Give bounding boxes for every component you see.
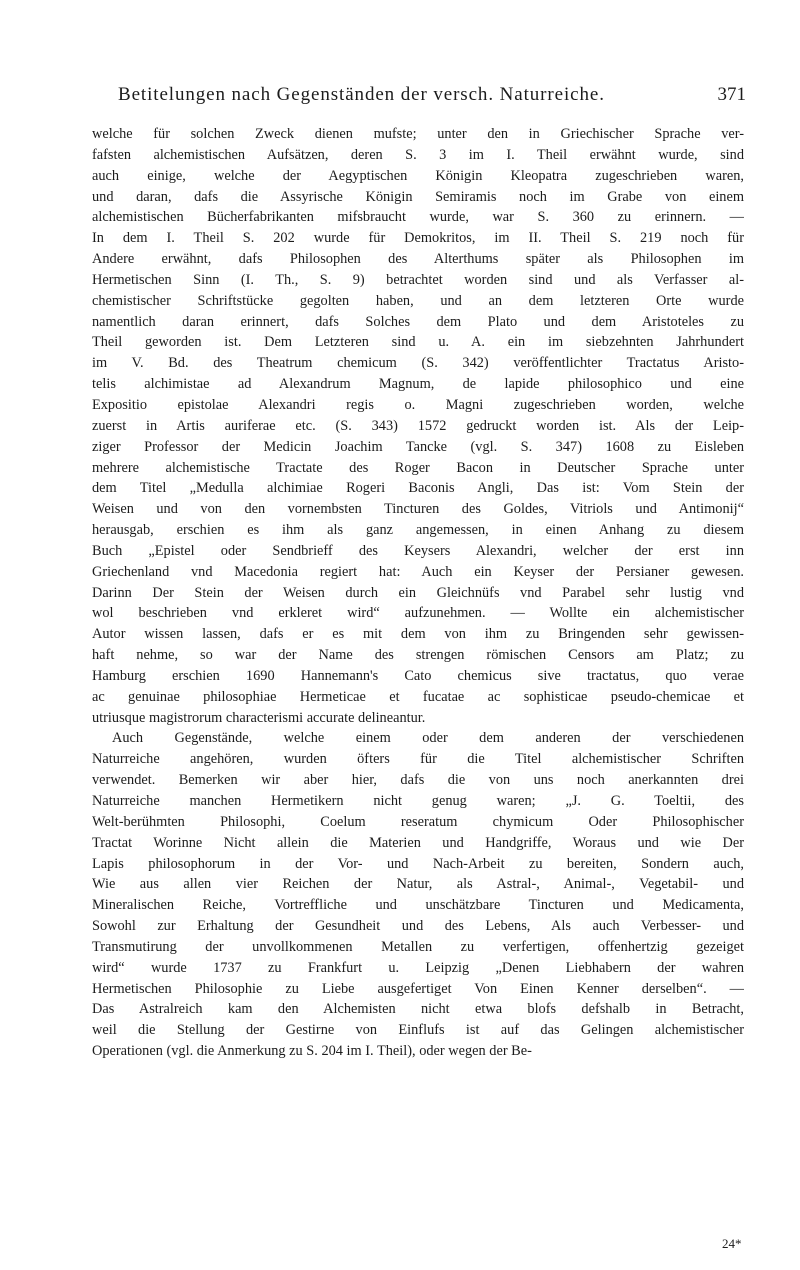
text-line: Darinn Der Stein der Weisen durch ein Gleichnüfs vnd Parabel sehr lustig vnd [92, 584, 744, 601]
text-line: Mineralischen Reiche, Vortreffliche und unschätzbare Tincturen und Medicamenta, [92, 897, 744, 914]
text-line: Andere erwähnt, dafs Philosophen des Alterthums später als Philosophen im [92, 251, 744, 268]
text-line: wol beschrieben vnd erkleret wird“ aufzunehmen. — Wollte ein alchemistischer [92, 605, 744, 622]
text-line: Sowohl zur Erhaltung der Gesundheit und des Lebens, Als auch Verbesser- und [92, 918, 744, 935]
body-text [92, 124, 744, 1062]
text-line: und daran, dafs die Assyrische Königin Semiramis noch im Grabe von einem [92, 188, 744, 205]
text-line: utriusque magistrorum characterismi accurate delineantur. [92, 709, 426, 726]
running-head-title: Betitelungen nach Gegenständen der versch. Naturreiche. [118, 84, 605, 105]
text-line: Das Astralreich kam den Alchemisten nicht etwa blofs defshalb in Betracht, [92, 1001, 744, 1018]
text-line: Naturreiche angehören, wurden öfters für die Titel alchemistischer Schriften [92, 751, 744, 768]
running-head [118, 84, 746, 108]
text-line: verwendet. Bemerken wir aber hier, dafs die von uns noch anerkannten drei [92, 772, 744, 789]
text-line: mehrere alchemistische Tractate des Roger Bacon in Deutscher Sprache unter [92, 459, 744, 476]
text-line: Lapis philosophorum in der Vor- und Nach-Arbeit zu bereiten, Sondern auch, [92, 855, 744, 872]
text-line: zuerst in Artis auriferae etc. (S. 343) 1572 gedruckt worden ist. Als der Leip- [92, 417, 744, 434]
text-line: Welt-berühmten Philosophi, Coelum reseratum chymicum Oder Philosophischer [92, 813, 744, 830]
text-line: alchemistischen Bücherfabrikanten mifsbraucht wurde, war S. 360 zu erinnern. — [92, 209, 744, 226]
text-line: Buch „Epistel oder Sendbrieff des Keysers Alexandri, welcher der erst inn [92, 542, 744, 559]
text-line: telis alchimistae ad Alexandrum Magnum, de lapide philosophico und eine [92, 376, 744, 393]
text-line: Hamburg erschien 1690 Hannemann's Cato chemicus sive tractatus, quo verae [92, 667, 744, 684]
text-line: chemistischer Schriftstücke gegolten haben, und an dem letzteren Orte wurde [92, 292, 744, 309]
text-line: welche für solchen Zweck dienen mufste; unter den in Griechischer Sprache ver- [92, 126, 744, 142]
text-line: herausgab, erschien es ihm als ganz angemessen, in einen Anhang zu diesem [92, 522, 744, 539]
text-line: Theil geworden ist. Dem Letzteren sind u. A. ein im siebzehnten Jahrhundert [92, 334, 744, 351]
text-line: fafsten alchemistischen Aufsätzen, deren S. 3 im I. Theil erwähnt wurde, sind [92, 146, 744, 163]
text-line: Weisen und von den vornembsten Tincturen des Goldes, Vitriols und Antimonij“ [92, 501, 744, 518]
signature-mark: 24* [722, 1236, 742, 1251]
text-line: Autor wissen lassen, dafs er es mit dem von ihm zu Bringenden sehr gewissen- [92, 626, 744, 643]
text-line: namentlich daran erinnert, dafs Solches dem Plato und dem Aristoteles zu [92, 313, 744, 330]
text-line: Naturreiche manchen Hermetikern nicht genug waren; „J. G. Toeltii, des [92, 793, 744, 809]
text-line: Hermetischen Philosophie zu Liebe ausgefertiget Von Einen Kenner derselben“. — [92, 980, 744, 997]
text-line: weil die Stellung der Gestirne von Einflufs ist auf das Gelingen alchemistischer [92, 1022, 744, 1039]
page-number: 371 [717, 84, 746, 105]
text-line: Griechenland vnd Macedonia regiert hat: Auch ein Keyser der Persianer gewesen. [92, 563, 744, 580]
text-line: In dem I. Theil S. 202 wurde für Demokritos, im II. Theil S. 219 noch für [92, 230, 744, 247]
text-line: wird“ wurde 1737 zu Frankfurt u. Leipzig „Denen Liebhabern der wahren [92, 959, 744, 976]
text-line: auch einige, welche der Aegyptischen Königin Kleopatra zugeschrieben waren, [92, 167, 744, 184]
text-line: ziger Professor der Medicin Joachim Tancke (vgl. S. 347) 1608 zu Eisleben [92, 438, 744, 455]
text-line: dem Titel „Medulla alchimiae Rogeri Baconis Angli, Das ist: Vom Stein der [92, 480, 744, 497]
text-line: Transmutirung der unvollkommenen Metallen zu verfertigen, offenhertzig gezeiget [92, 938, 744, 955]
text-line: Wie aus allen vier Reichen der Natur, als Astral-, Animal-, Vegetabil- und [92, 876, 744, 893]
text-line: ac genuinae philosophiae Hermeticae et fucatae ac sophisticae pseudo-chemicae et [92, 688, 744, 705]
text-line: Tractat Worinne Nicht allein die Materien und Handgriffe, Woraus und wie Der [92, 834, 744, 851]
text-line: Expositio epistolae Alexandri regis o. Magni zugeschrieben worden, welche [92, 396, 744, 413]
text-line: Hermetischen Sinn (I. Th., S. 9) betrachtet worden sind und als Verfasser al- [92, 271, 744, 288]
text-line: haft nehme, so war der Name des strengen römischen Censors am Platz; zu [92, 647, 744, 664]
text-line: Operationen (vgl. die Anmerkung zu S. 204 im I. Theil), oder wegen der Be- [92, 1043, 532, 1060]
text-line: im V. Bd. des Theatrum chemicum (S. 342) veröffentlichter Tractatus Aristo- [92, 355, 744, 372]
text-line: Auch Gegenstände, welche einem oder dem anderen der verschiedenen [112, 730, 744, 747]
